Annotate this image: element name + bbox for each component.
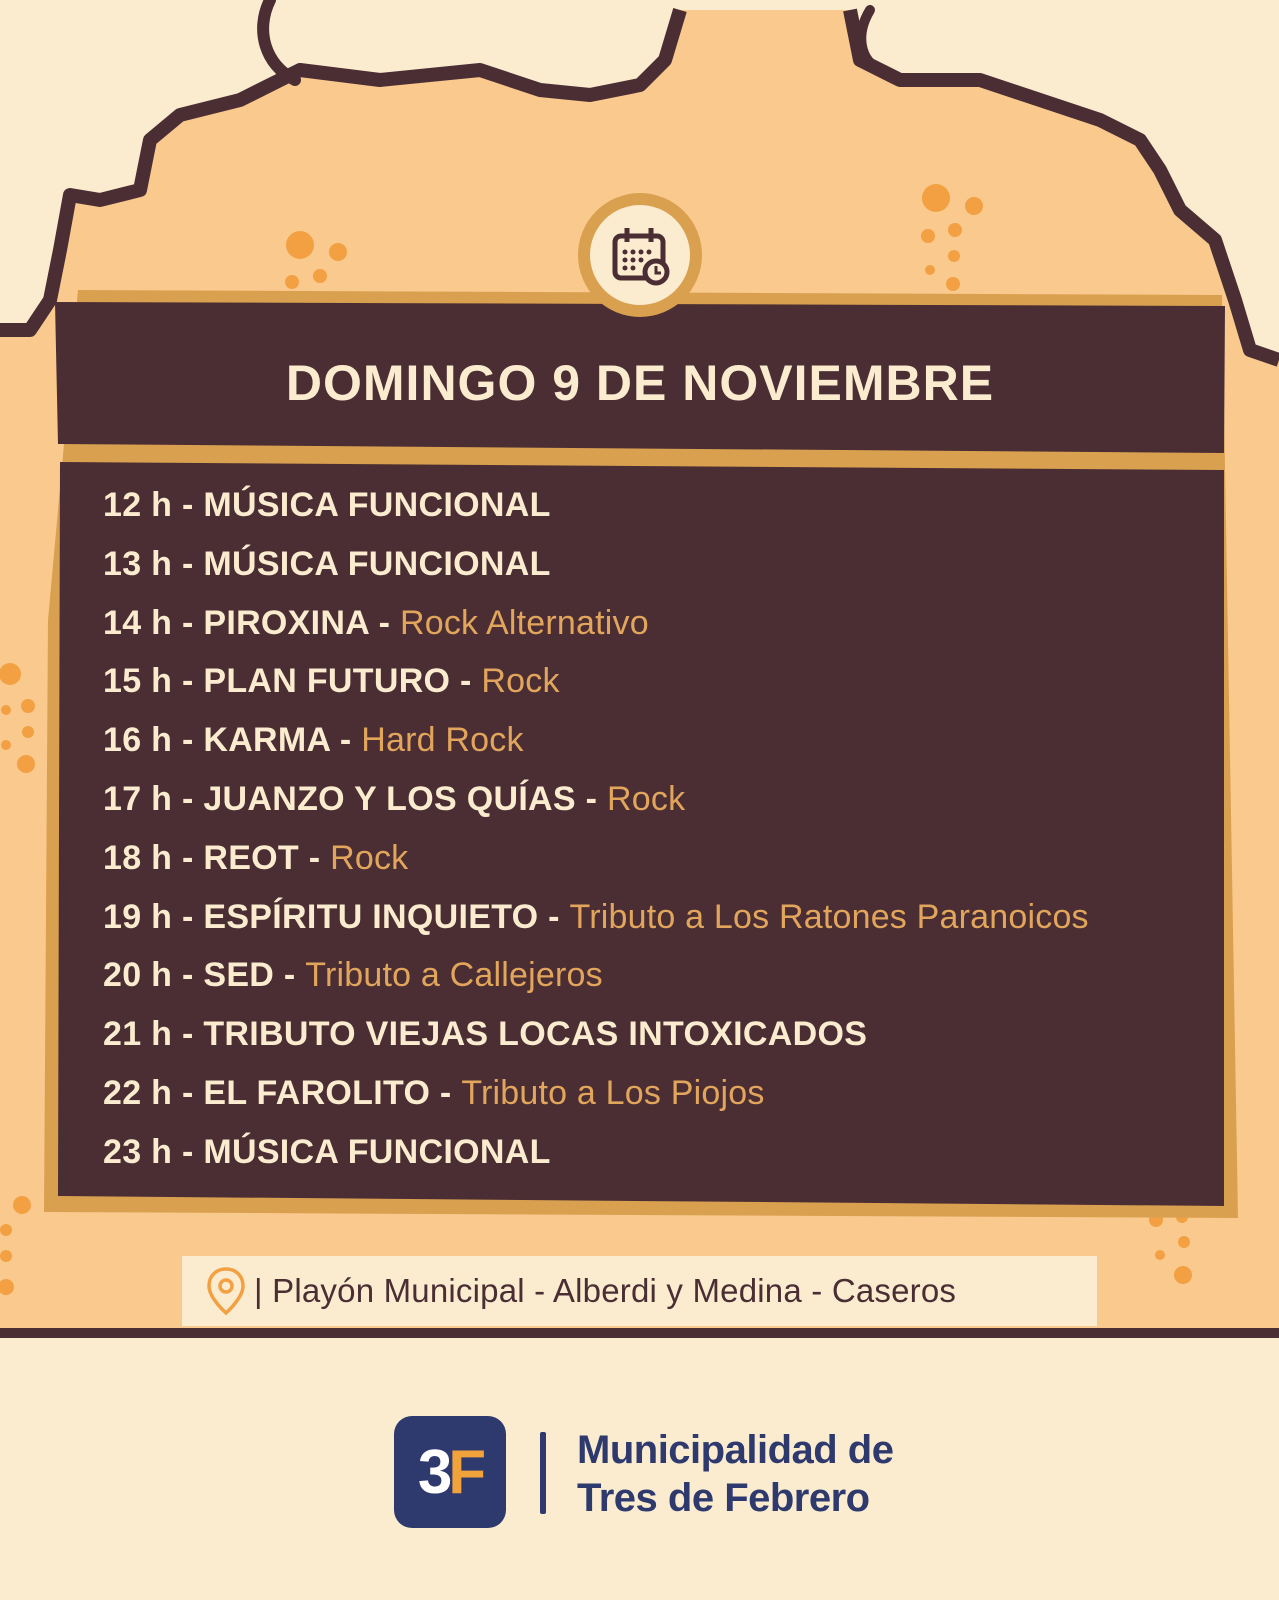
schedule-item: [103, 1132, 1223, 1191]
slot-title: 17 h - JUANZO Y LOS QUÍAS -: [103, 779, 608, 818]
slot-genre: Rock: [330, 838, 409, 877]
schedule-item: [103, 955, 1223, 1014]
logo-number: 3: [417, 1437, 449, 1507]
slot-genre: Tributo a Los Piojos: [461, 1073, 765, 1112]
schedule-item: [103, 1073, 1223, 1132]
slot-genre: Rock: [607, 779, 686, 818]
schedule-item: [103, 661, 1223, 720]
badge-center: [590, 205, 690, 305]
org-name-line2: Tres de Febrero: [577, 1476, 870, 1520]
slot-title: 23 h - MÚSICA FUNCIONAL: [103, 1132, 551, 1171]
slot-genre: Tributo a Los Ratones Paranoicos: [569, 897, 1089, 936]
location-bar: [182, 1256, 1097, 1326]
schedule-list: [103, 485, 1223, 1191]
slot-title: 15 h - PLAN FUTURO -: [103, 662, 482, 701]
schedule-item: [103, 720, 1223, 779]
schedule-item: [103, 779, 1223, 838]
slot-title: 19 h - ESPÍRITU INQUIETO -: [103, 897, 570, 936]
org-name-line1: Municipalidad de: [577, 1428, 894, 1472]
schedule-item: [103, 485, 1223, 544]
slot-title: 13 h - MÚSICA FUNCIONAL: [103, 544, 551, 583]
schedule-item: [103, 603, 1223, 662]
event-date-title: DOMINGO 9 DE NOVIEMBRE: [285, 355, 995, 411]
schedule-item: [103, 897, 1223, 956]
logo-separator: [540, 1432, 546, 1514]
schedule-item: [103, 838, 1223, 897]
schedule-item: [103, 1014, 1223, 1073]
slot-title: 21 h - TRIBUTO VIEJAS LOCAS INTOXICADOS: [103, 1015, 868, 1054]
slot-genre: Hard Rock: [361, 721, 524, 760]
slot-genre: Rock: [481, 662, 560, 701]
footer-divider: [0, 1328, 1279, 1338]
slot-title: 20 h - SED -: [103, 956, 306, 995]
organization-name: [577, 1426, 893, 1522]
slot-title: 18 h - REOT -: [103, 838, 331, 877]
location-text: | Playón Municipal - Alberdi y Medina - Caseros: [254, 1272, 957, 1309]
slot-title: 22 h - EL FAROLITO -: [103, 1073, 462, 1112]
location-pin-icon: [206, 1266, 246, 1316]
municipality-logo: [394, 1416, 506, 1528]
slot-title: 16 h - KARMA -: [103, 721, 362, 760]
slot-genre: Tributo a Callejeros: [305, 956, 603, 995]
schedule-item: [103, 544, 1223, 603]
logo-text: [418, 1437, 482, 1508]
slot-genre: Rock Alternativo: [399, 603, 649, 642]
footer: [0, 1338, 1279, 1600]
slot-title: 14 h - PIROXINA -: [103, 603, 400, 642]
slot-title: 12 h - MÚSICA FUNCIONAL: [103, 486, 551, 524]
logo-letter: F: [448, 1437, 483, 1507]
